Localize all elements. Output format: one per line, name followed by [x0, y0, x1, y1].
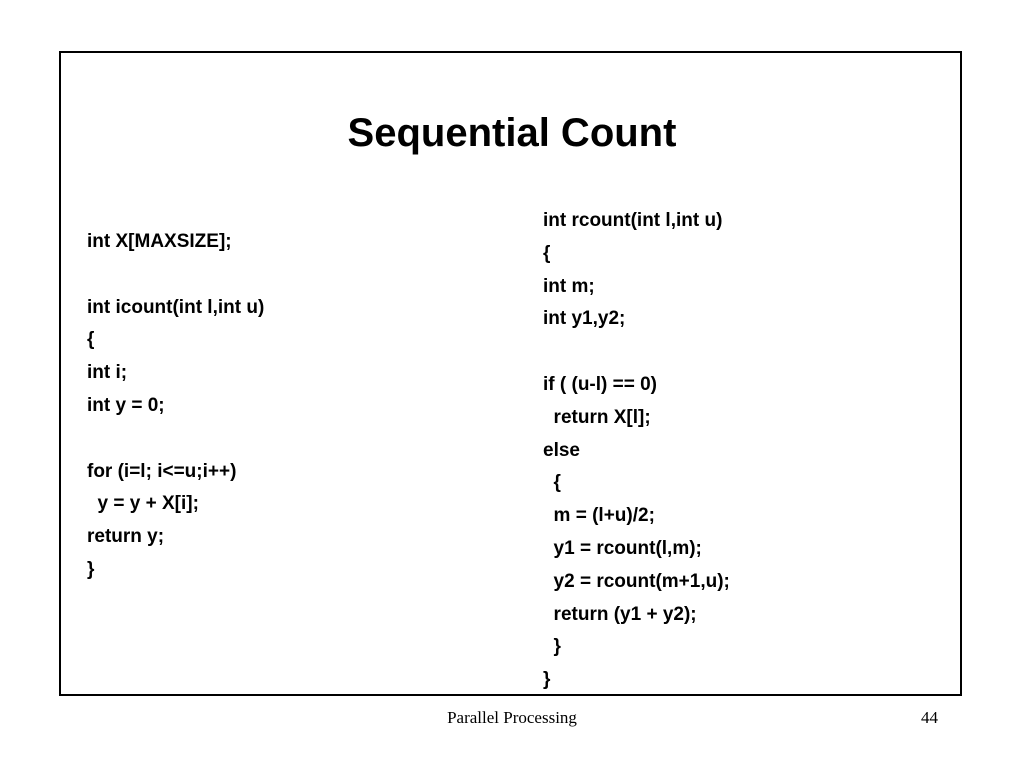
code-line: for (i=l; i<=u;i++): [87, 460, 237, 482]
code-line: }: [543, 669, 551, 691]
code-line: return y;: [87, 526, 165, 548]
code-line: return X[l];: [543, 406, 651, 428]
code-line: [87, 259, 264, 292]
code-line: y1 = rcount(l,m);: [543, 537, 702, 559]
code-line: y = y + X[i];: [87, 493, 199, 515]
footer-page-number: 44: [921, 708, 938, 727]
code-block-rcount: [543, 205, 730, 697]
code-line: int m;: [543, 275, 595, 297]
code-line: {: [87, 329, 95, 351]
footer-course-title: Parallel Processing: [447, 708, 577, 727]
code-line: int y = 0;: [87, 394, 165, 416]
code-line: [543, 336, 730, 369]
slide-title: Sequential Count: [347, 111, 677, 155]
code-block-icount: [87, 226, 264, 587]
code-line: int i;: [87, 362, 128, 384]
code-line: int rcount(int l,int u): [543, 210, 723, 231]
code-line: [87, 423, 264, 456]
code-line: int icount(int l,int u): [87, 296, 265, 318]
code-line: y2 = rcount(m+1,u);: [543, 570, 730, 592]
code-line: int y1,y2;: [543, 308, 626, 330]
code-line: int X[MAXSIZE];: [87, 231, 232, 252]
code-line: }: [87, 558, 95, 580]
code-line: else: [543, 439, 580, 461]
code-line: m = (l+u)/2;: [543, 505, 655, 527]
code-line: {: [543, 472, 561, 494]
code-line: return (y1 + y2);: [543, 603, 697, 625]
code-line: {: [543, 242, 551, 264]
code-line: }: [543, 636, 561, 658]
code-line: if ( (u-l) == 0): [543, 373, 657, 395]
